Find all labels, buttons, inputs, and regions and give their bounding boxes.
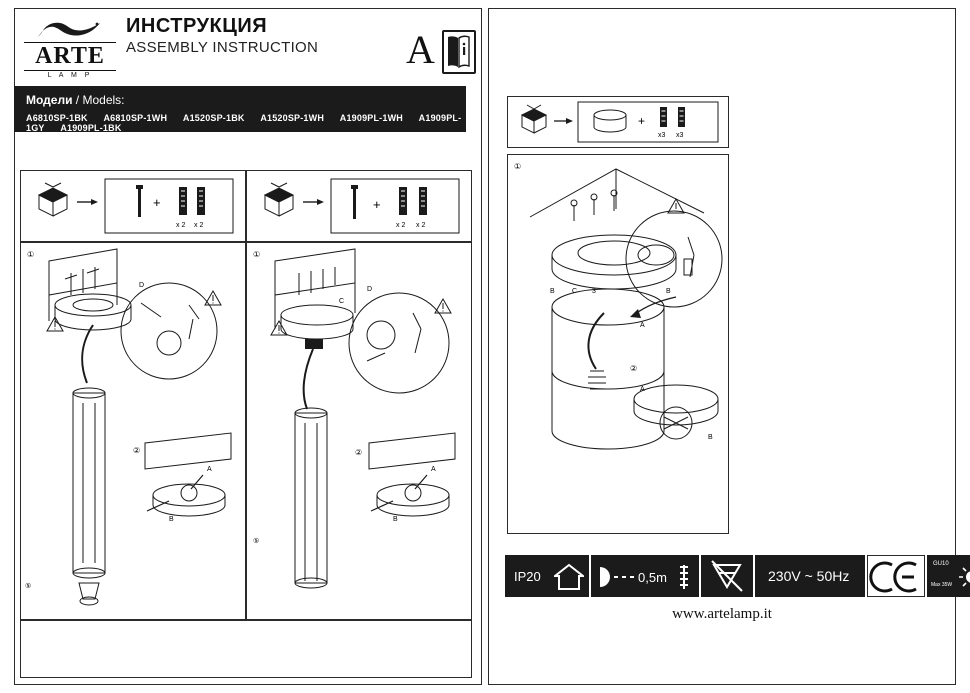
label-a-right-2: A <box>640 386 645 393</box>
models-bar <box>14 86 466 132</box>
svg-text:⑤: ⑤ <box>25 583 32 590</box>
title-block <box>126 14 318 58</box>
model-code: A1520SP-1WH <box>260 113 325 123</box>
model-code: A6810SP-1BK <box>26 113 88 123</box>
spec-no-cover <box>701 555 753 597</box>
label-a-right-1: A <box>640 322 645 329</box>
spec-ip-rating: IP20 <box>505 555 589 597</box>
parts-box-left-b <box>246 170 472 242</box>
screw-qty-left-b: x 2 <box>396 222 406 229</box>
brand-logo <box>24 18 116 79</box>
model-code: A1909PL-1GY <box>26 113 462 133</box>
screw-qty-right: x3 <box>658 132 666 139</box>
label-3-right: 3 <box>592 288 596 295</box>
model-code: A1909PL-1WH <box>339 113 403 123</box>
open-book-info-icon <box>442 30 476 74</box>
title-ru: ИНСТРУКЦИЯ <box>126 15 268 37</box>
house-icon <box>554 563 584 591</box>
svg-text:+: + <box>373 197 381 212</box>
spec-ce-mark <box>867 555 925 597</box>
spec-icon-row <box>505 555 953 597</box>
label-c-left-b: C <box>339 298 345 305</box>
website: www.artelamp.it <box>672 606 772 622</box>
brand-sub: L A M P <box>47 72 93 79</box>
manual-badge-letter: A <box>406 27 435 72</box>
model-code: A6810SP-1WH <box>103 113 168 123</box>
step-number-2-left-b: ② <box>355 448 363 457</box>
spec-min-distance <box>591 555 699 597</box>
svg-text:+: + <box>153 195 161 210</box>
anchor-qty-left-b: x 2 <box>416 222 426 229</box>
parts-box-right <box>507 96 729 148</box>
label-a-left-b: A <box>431 466 436 473</box>
header <box>14 14 466 79</box>
step-number-2-left-a: ② <box>133 446 141 455</box>
label-a-left-a: A <box>207 466 212 473</box>
svg-text:+: + <box>638 114 646 128</box>
lamp-distance-icon <box>592 557 698 597</box>
label-b-right-3: B <box>708 434 713 441</box>
title-en: ASSEMBLY INSTRUCTION <box>126 39 319 56</box>
svg-text:0,5m: 0,5m <box>638 570 667 585</box>
manual-badge <box>406 28 480 74</box>
anchor-qty-left-a: x 2 <box>194 222 204 229</box>
label-d-left-b: D <box>367 286 373 293</box>
bulb-icon <box>958 563 970 591</box>
step-panel-right <box>507 154 729 534</box>
label-b-right-1: B <box>550 288 555 295</box>
spec-voltage: 230V ~ 50Hz <box>755 555 865 597</box>
anchor-qty-right: x3 <box>676 132 684 139</box>
spec-lamp-type: GU10 Max 35W <box>927 555 970 597</box>
label-d-left-a: D <box>139 282 145 289</box>
model-code: A1520SP-1BK <box>182 113 245 123</box>
ce-icon <box>868 557 924 597</box>
label-b-left-a: B <box>169 516 174 523</box>
models-label: Модели / Models: <box>26 93 125 107</box>
model-code: A1909PL-1BK <box>60 123 122 133</box>
step-number-1-left-a: ① <box>27 250 35 259</box>
step-number-1-right: ① <box>514 162 522 171</box>
screw-qty-left-a: x 2 <box>176 222 186 229</box>
parts-box-left-a <box>20 170 246 242</box>
griffin-logo-icon <box>30 18 110 40</box>
step-panel-left-a <box>20 242 246 620</box>
do-not-cover-icon <box>702 557 752 597</box>
models-list <box>26 113 466 133</box>
label-c-right: C <box>572 288 578 295</box>
left-bottom-strip <box>20 620 472 678</box>
step-panel-left-b <box>246 242 472 620</box>
svg-text:⑤: ⑤ <box>253 538 260 545</box>
brand-wordmark: ARTE <box>35 43 105 69</box>
step-number-2-right: ② <box>630 364 638 373</box>
label-b-right-2: B <box>666 288 671 295</box>
step-number-1-left-b: ① <box>253 250 261 259</box>
label-b-left-b: B <box>393 516 398 523</box>
